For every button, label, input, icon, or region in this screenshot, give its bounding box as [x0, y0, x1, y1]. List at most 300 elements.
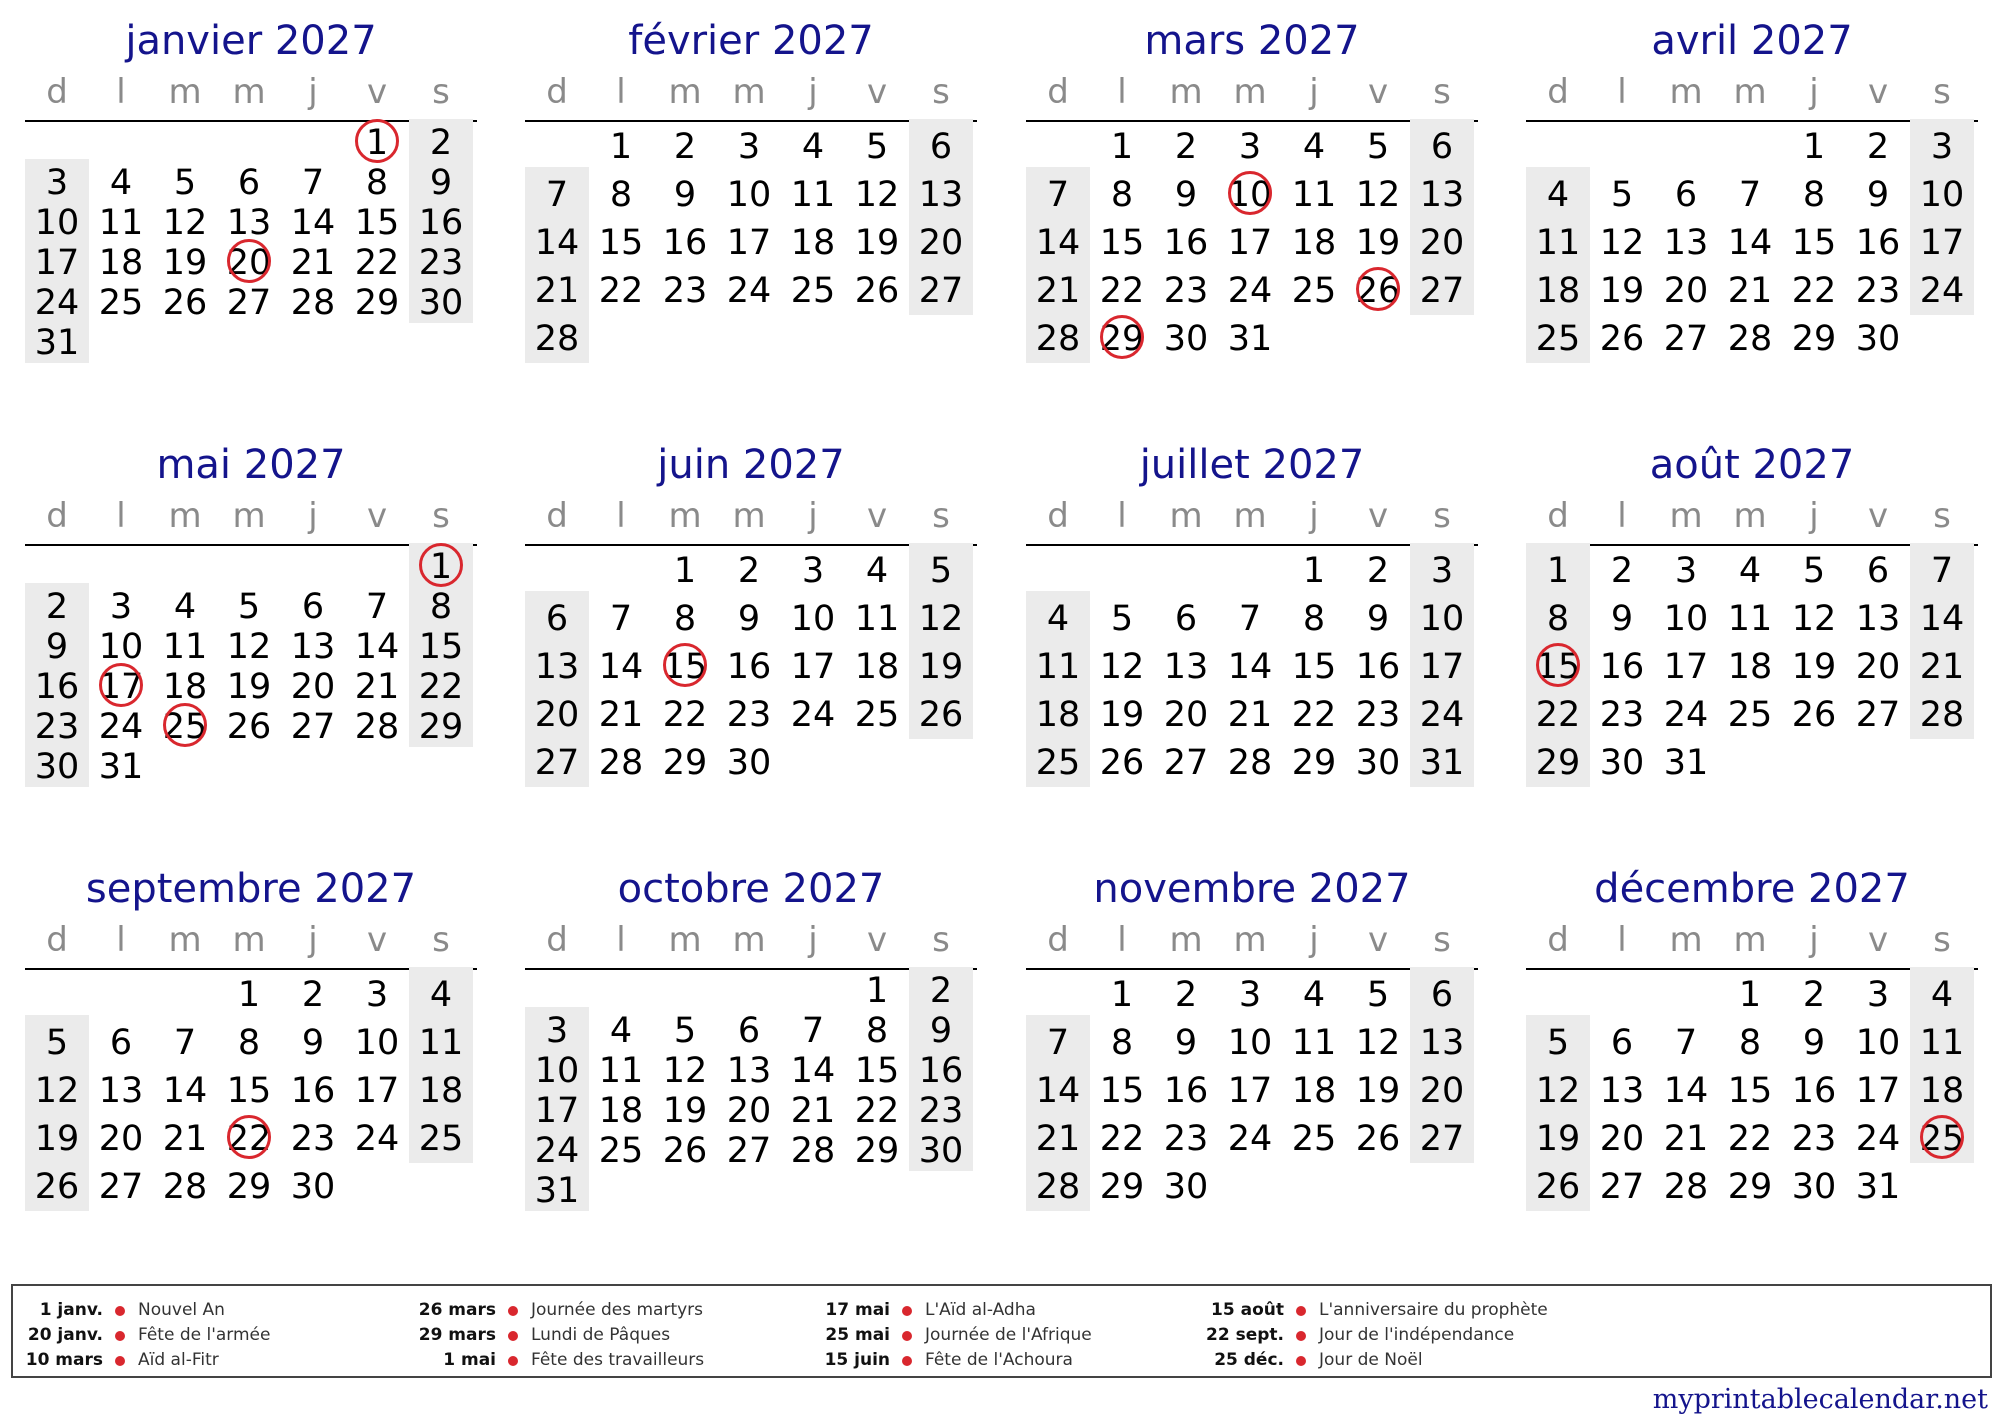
day-cell: 20: [290, 667, 336, 707]
weekday-header-row: [1026, 920, 1478, 970]
day-cell: 4: [1302, 127, 1326, 167]
day-cell: 25: [162, 707, 208, 747]
weekday-label: m: [1169, 920, 1203, 960]
holiday-date: 25 déc.: [1214, 1350, 1284, 1370]
weekday-label: s: [1933, 920, 1951, 960]
day-cell: 11: [418, 1023, 464, 1063]
day-cell: 12: [34, 1071, 80, 1111]
holiday-date: 1 mai: [443, 1350, 496, 1370]
day-cell: 29: [1727, 1167, 1773, 1207]
month-title: mars 2027: [1144, 18, 1360, 64]
weekday-label: v: [1867, 496, 1889, 536]
day-cell: 15: [854, 1051, 900, 1091]
weekday-label: v: [1367, 72, 1389, 112]
day-cell: 26: [1099, 743, 1145, 783]
weekday-label: m: [1233, 920, 1267, 960]
holiday-legend-column: [19, 1298, 409, 1373]
day-cell: 1: [1546, 551, 1570, 591]
month-title: octobre 2027: [617, 866, 885, 912]
day-cell: 18: [1291, 1071, 1337, 1111]
day-cell: 10: [1419, 599, 1465, 639]
day-cell: 28: [598, 743, 644, 783]
day-cell: 5: [1366, 127, 1390, 167]
day-cell: 2: [673, 127, 697, 167]
month-calendar: [25, 424, 477, 844]
day-cell: 3: [365, 975, 389, 1015]
holiday-name: Aïd al-Fitr: [138, 1350, 219, 1370]
day-cell: 12: [1535, 1071, 1581, 1111]
day-cell: 8: [609, 175, 633, 215]
day-cell: 13: [1163, 647, 1209, 687]
day-cell: 13: [290, 627, 336, 667]
day-cell: 16: [1163, 223, 1209, 263]
day-cell: 22: [1535, 695, 1581, 735]
weekday-label: d: [546, 72, 568, 112]
bullet-dot-icon: [508, 1306, 518, 1316]
day-cell: 14: [1227, 647, 1273, 687]
day-cell: 5: [45, 1023, 69, 1063]
day-cell: 7: [1674, 1023, 1698, 1063]
holiday-date: 22 sept.: [1206, 1325, 1284, 1345]
holiday-marker-circle: [1100, 315, 1144, 359]
day-cell: 1: [1110, 127, 1134, 167]
day-cell: 19: [1791, 647, 1837, 687]
day-cell: 10: [726, 175, 772, 215]
weekday-label: m: [668, 72, 702, 112]
day-cell: 23: [418, 243, 464, 283]
weekday-label: s: [1433, 496, 1451, 536]
day-cell: 14: [354, 627, 400, 667]
month-calendar: [1026, 424, 1478, 844]
weekday-label: v: [366, 72, 388, 112]
weekday-label: l: [1117, 920, 1127, 960]
day-cell: 24: [354, 1119, 400, 1159]
day-cell: 10: [354, 1023, 400, 1063]
day-cell: 12: [1355, 1023, 1401, 1063]
day-cell: 17: [726, 223, 772, 263]
day-cell: 21: [1035, 271, 1081, 311]
day-cell: 19: [1355, 1071, 1401, 1111]
day-cell: 1: [365, 123, 389, 163]
day-cell: 7: [545, 175, 569, 215]
day-cell: 23: [1355, 695, 1401, 735]
day-cell: 23: [726, 695, 772, 735]
day-cell: 27: [918, 271, 964, 311]
day-cell: 24: [790, 695, 836, 735]
day-cell: 11: [1291, 175, 1337, 215]
weekday-label: m: [232, 920, 266, 960]
day-cell: 28: [534, 319, 580, 359]
day-cell: 19: [226, 667, 272, 707]
weekday-header-row: [25, 920, 477, 970]
day-cell: 28: [1227, 743, 1273, 783]
day-cell: 3: [1238, 127, 1262, 167]
weekday-label: m: [732, 496, 766, 536]
day-cell: 20: [98, 1119, 144, 1159]
month-calendar: [25, 848, 477, 1268]
day-cell: 1: [237, 975, 261, 1015]
day-cell: 5: [173, 163, 197, 203]
day-cell: 9: [45, 627, 69, 667]
day-cell: 6: [109, 1023, 133, 1063]
day-cell: 9: [1610, 599, 1634, 639]
weekday-header-row: [1526, 72, 1978, 122]
day-cell: 4: [865, 551, 889, 591]
weekday-label: l: [116, 496, 126, 536]
day-cell: 6: [1674, 175, 1698, 215]
weekday-label: m: [1733, 72, 1767, 112]
day-cell: 30: [1599, 743, 1645, 783]
weekday-label: s: [1433, 72, 1451, 112]
holiday-marker-circle: [355, 119, 399, 163]
day-cell: 3: [801, 551, 825, 591]
day-cell: 29: [418, 707, 464, 747]
day-cell: 16: [1599, 647, 1645, 687]
month-calendar: [525, 424, 977, 844]
day-cell: 12: [918, 599, 964, 639]
day-cell: 14: [598, 647, 644, 687]
day-cell: 24: [534, 1131, 580, 1171]
weekday-label: l: [616, 920, 626, 960]
day-cell: 11: [1919, 1023, 1965, 1063]
day-cell: 23: [1599, 695, 1645, 735]
day-cell: 13: [1419, 175, 1465, 215]
day-cell: 15: [1099, 223, 1145, 263]
day-cell: 28: [1035, 1167, 1081, 1207]
day-cell: 8: [237, 1023, 261, 1063]
day-cell: 19: [162, 243, 208, 283]
day-cell: 15: [598, 223, 644, 263]
day-cell: 29: [354, 283, 400, 323]
bullet-dot-icon: [902, 1306, 912, 1316]
weekday-label: d: [1547, 496, 1569, 536]
holiday-date: 29 mars: [418, 1325, 496, 1345]
weekday-label: l: [1617, 920, 1627, 960]
day-cell: 28: [1919, 695, 1965, 735]
holiday-legend-row: [806, 1323, 1196, 1348]
day-cell: 20: [1663, 271, 1709, 311]
day-cell: 10: [1227, 1023, 1273, 1063]
day-cell: 15: [226, 1071, 272, 1111]
weekday-label: l: [1617, 496, 1627, 536]
day-cell: 16: [290, 1071, 336, 1111]
day-cell: 5: [1546, 1023, 1570, 1063]
day-cell: 25: [790, 271, 836, 311]
day-cell: 12: [1099, 647, 1145, 687]
holiday-date: 15 juin: [824, 1350, 890, 1370]
weekday-label: l: [1117, 496, 1127, 536]
day-cell: 25: [1291, 1119, 1337, 1159]
day-cell: 8: [1110, 1023, 1134, 1063]
day-cell: 7: [173, 1023, 197, 1063]
day-cell: 12: [226, 627, 272, 667]
day-cell: 1: [1110, 975, 1134, 1015]
day-cell: 19: [918, 647, 964, 687]
day-cell: 23: [918, 1091, 964, 1131]
holiday-name: Jour de l'indépendance: [1319, 1325, 1515, 1345]
holiday-date: 26 mars: [418, 1300, 496, 1320]
day-cell: 21: [290, 243, 336, 283]
day-cell: 18: [1919, 1071, 1965, 1111]
weekday-label: m: [1169, 496, 1203, 536]
day-cell: 3: [1238, 975, 1262, 1015]
day-cell: 9: [429, 163, 453, 203]
day-cell: 21: [598, 695, 644, 735]
day-cell: 22: [226, 1119, 272, 1159]
weekday-label: m: [1233, 72, 1267, 112]
day-cell: 17: [1855, 1071, 1901, 1111]
day-cell: 25: [854, 695, 900, 735]
holiday-name: L'anniversaire du prophète: [1319, 1300, 1548, 1320]
day-cell: 4: [109, 163, 133, 203]
day-cell: 13: [1663, 223, 1709, 263]
day-cell: 6: [1866, 551, 1890, 591]
day-cell: 17: [1419, 647, 1465, 687]
day-cell: 21: [354, 667, 400, 707]
day-cell: 10: [98, 627, 144, 667]
weekday-label: d: [46, 496, 68, 536]
month-title: février 2027: [628, 18, 874, 64]
day-cell: 14: [162, 1071, 208, 1111]
day-cell: 10: [34, 203, 80, 243]
day-cell: 20: [726, 1091, 772, 1131]
weekday-label: s: [432, 72, 450, 112]
holiday-date: 20 janv.: [27, 1325, 103, 1345]
day-cell: 30: [1163, 319, 1209, 359]
day-cell: 18: [1035, 695, 1081, 735]
weekday-header-row: [1526, 920, 1978, 970]
day-cell: 4: [609, 1011, 633, 1051]
day-cell: 10: [1919, 175, 1965, 215]
day-cell: 9: [673, 175, 697, 215]
bullet-dot-icon: [115, 1331, 125, 1341]
weekday-label: m: [232, 496, 266, 536]
day-cell: 15: [1727, 1071, 1773, 1111]
day-cell: 9: [301, 1023, 325, 1063]
day-cell: 11: [98, 203, 144, 243]
day-cell: 2: [45, 587, 69, 627]
day-cell: 31: [1663, 743, 1709, 783]
weekday-label: j: [1309, 920, 1319, 960]
day-cell: 5: [1366, 975, 1390, 1015]
day-cell: 8: [1738, 1023, 1762, 1063]
day-cell: 9: [1866, 175, 1890, 215]
holiday-legend-column: [1200, 1298, 1590, 1373]
holiday-name: Nouvel An: [138, 1300, 225, 1320]
day-cell: 28: [1035, 319, 1081, 359]
weekday-header-row: [1026, 72, 1478, 122]
day-cell: 13: [918, 175, 964, 215]
day-cell: 12: [1599, 223, 1645, 263]
day-cell: 29: [1099, 1167, 1145, 1207]
day-cell: 27: [726, 1131, 772, 1171]
day-cell: 24: [1227, 1119, 1273, 1159]
weekday-label: j: [308, 496, 318, 536]
weekday-label: s: [432, 496, 450, 536]
day-cell: 30: [1791, 1167, 1837, 1207]
day-cell: 26: [1599, 319, 1645, 359]
day-cell: 6: [1610, 1023, 1634, 1063]
weekday-label: d: [1547, 920, 1569, 960]
day-cell: 3: [45, 163, 69, 203]
day-cell: 2: [429, 123, 453, 163]
weekday-label: m: [168, 496, 202, 536]
weekday-label: j: [1809, 72, 1819, 112]
day-cell: 19: [1535, 1119, 1581, 1159]
day-cell: 17: [1919, 223, 1965, 263]
day-cell: 12: [854, 175, 900, 215]
holiday-date: 25 mai: [825, 1325, 890, 1345]
day-cell: 18: [790, 223, 836, 263]
day-cell: 25: [1727, 695, 1773, 735]
day-cell: 12: [1355, 175, 1401, 215]
day-cell: 15: [354, 203, 400, 243]
day-cell: 26: [1791, 695, 1837, 735]
day-cell: 15: [418, 627, 464, 667]
day-cell: 5: [1110, 599, 1134, 639]
weekday-label: m: [668, 496, 702, 536]
weekday-header-row: [25, 72, 477, 122]
day-cell: 29: [1291, 743, 1337, 783]
day-cell: 9: [929, 1011, 953, 1051]
day-cell: 4: [173, 587, 197, 627]
weekday-label: d: [1047, 920, 1069, 960]
day-cell: 25: [1291, 271, 1337, 311]
month-calendar: [1026, 0, 1478, 420]
holiday-legend-row: [19, 1348, 409, 1373]
day-cell: 11: [162, 627, 208, 667]
day-cell: 31: [1227, 319, 1273, 359]
day-cell: 26: [1535, 1167, 1581, 1207]
weekday-label: d: [546, 496, 568, 536]
day-cell: 20: [1163, 695, 1209, 735]
day-cell: 17: [534, 1091, 580, 1131]
weekday-label: l: [1117, 72, 1127, 112]
holiday-legend-row: [412, 1348, 802, 1373]
day-cell: 17: [790, 647, 836, 687]
weekday-label: d: [1547, 72, 1569, 112]
day-cell: 17: [1663, 647, 1709, 687]
day-cell: 6: [1174, 599, 1198, 639]
weekday-label: s: [1933, 496, 1951, 536]
month-title: décembre 2027: [1594, 866, 1910, 912]
day-cell: 18: [1535, 271, 1581, 311]
day-cell: 21: [790, 1091, 836, 1131]
day-cell: 16: [726, 647, 772, 687]
weekday-label: j: [1309, 72, 1319, 112]
day-cell: 21: [162, 1119, 208, 1159]
weekday-label: v: [366, 496, 388, 536]
day-cell: 7: [1930, 551, 1954, 591]
day-cell: 10: [534, 1051, 580, 1091]
day-cell: 5: [1802, 551, 1826, 591]
day-cell: 11: [790, 175, 836, 215]
day-cell: 22: [354, 243, 400, 283]
bullet-dot-icon: [1296, 1306, 1306, 1316]
holiday-legend-row: [806, 1298, 1196, 1323]
day-cell: 8: [1110, 175, 1134, 215]
holiday-legend: [11, 1284, 1992, 1378]
day-cell: 17: [1227, 223, 1273, 263]
day-cell: 27: [226, 283, 272, 323]
holiday-marker-circle: [227, 239, 271, 283]
day-cell: 17: [34, 243, 80, 283]
holiday-legend-row: [19, 1323, 409, 1348]
weekday-label: s: [1433, 920, 1451, 960]
day-cell: 14: [1727, 223, 1773, 263]
bullet-dot-icon: [115, 1306, 125, 1316]
weekday-header-row: [1526, 496, 1978, 546]
day-cell: 26: [34, 1167, 80, 1207]
month-title: novembre 2027: [1093, 866, 1411, 912]
weekday-label: s: [932, 920, 950, 960]
weekday-label: d: [1047, 496, 1069, 536]
day-cell: 9: [737, 599, 761, 639]
weekday-label: m: [1669, 496, 1703, 536]
weekday-label: d: [1047, 72, 1069, 112]
weekday-label: m: [1733, 920, 1767, 960]
day-cell: 10: [1663, 599, 1709, 639]
day-cell: 29: [226, 1167, 272, 1207]
day-cell: 3: [1674, 551, 1698, 591]
day-cell: 16: [1855, 223, 1901, 263]
day-cell: 28: [290, 283, 336, 323]
holiday-legend-row: [412, 1323, 802, 1348]
day-cell: 31: [98, 747, 144, 787]
day-cell: 3: [737, 127, 761, 167]
day-cell: 4: [1738, 551, 1762, 591]
day-cell: 11: [1535, 223, 1581, 263]
day-cell: 27: [290, 707, 336, 747]
holiday-name: Jour de Noël: [1319, 1350, 1423, 1370]
weekday-label: m: [1733, 496, 1767, 536]
day-cell: 23: [1855, 271, 1901, 311]
holiday-legend-row: [806, 1348, 1196, 1373]
day-cell: 28: [354, 707, 400, 747]
day-cell: 7: [801, 1011, 825, 1051]
day-cell: 5: [929, 551, 953, 591]
day-cell: 2: [929, 971, 953, 1011]
day-cell: 31: [1419, 743, 1465, 783]
weekday-label: j: [808, 920, 818, 960]
bullet-dot-icon: [1296, 1331, 1306, 1341]
day-cell: 18: [1291, 223, 1337, 263]
day-cell: 24: [1855, 1119, 1901, 1159]
day-cell: 3: [1930, 127, 1954, 167]
day-cell: 5: [237, 587, 261, 627]
weekday-label: m: [1669, 72, 1703, 112]
bullet-dot-icon: [1296, 1356, 1306, 1366]
day-cell: 7: [1046, 175, 1070, 215]
bullet-dot-icon: [115, 1356, 125, 1366]
bullet-dot-icon: [508, 1356, 518, 1366]
day-cell: 31: [1855, 1167, 1901, 1207]
day-cell: 6: [1430, 127, 1454, 167]
day-cell: 18: [418, 1071, 464, 1111]
day-cell: 23: [1163, 1119, 1209, 1159]
day-cell: 14: [1035, 223, 1081, 263]
day-cell: 8: [365, 163, 389, 203]
day-cell: 14: [1035, 1071, 1081, 1111]
month-title: mai 2027: [156, 442, 346, 488]
holiday-marker-circle: [1920, 1115, 1964, 1159]
day-cell: 1: [429, 547, 453, 587]
site-url[interactable]: myprintablecalendar.net: [1652, 1384, 1988, 1415]
bullet-dot-icon: [508, 1331, 518, 1341]
day-cell: 18: [162, 667, 208, 707]
day-cell: 7: [609, 599, 633, 639]
month-title: avril 2027: [1651, 18, 1853, 64]
